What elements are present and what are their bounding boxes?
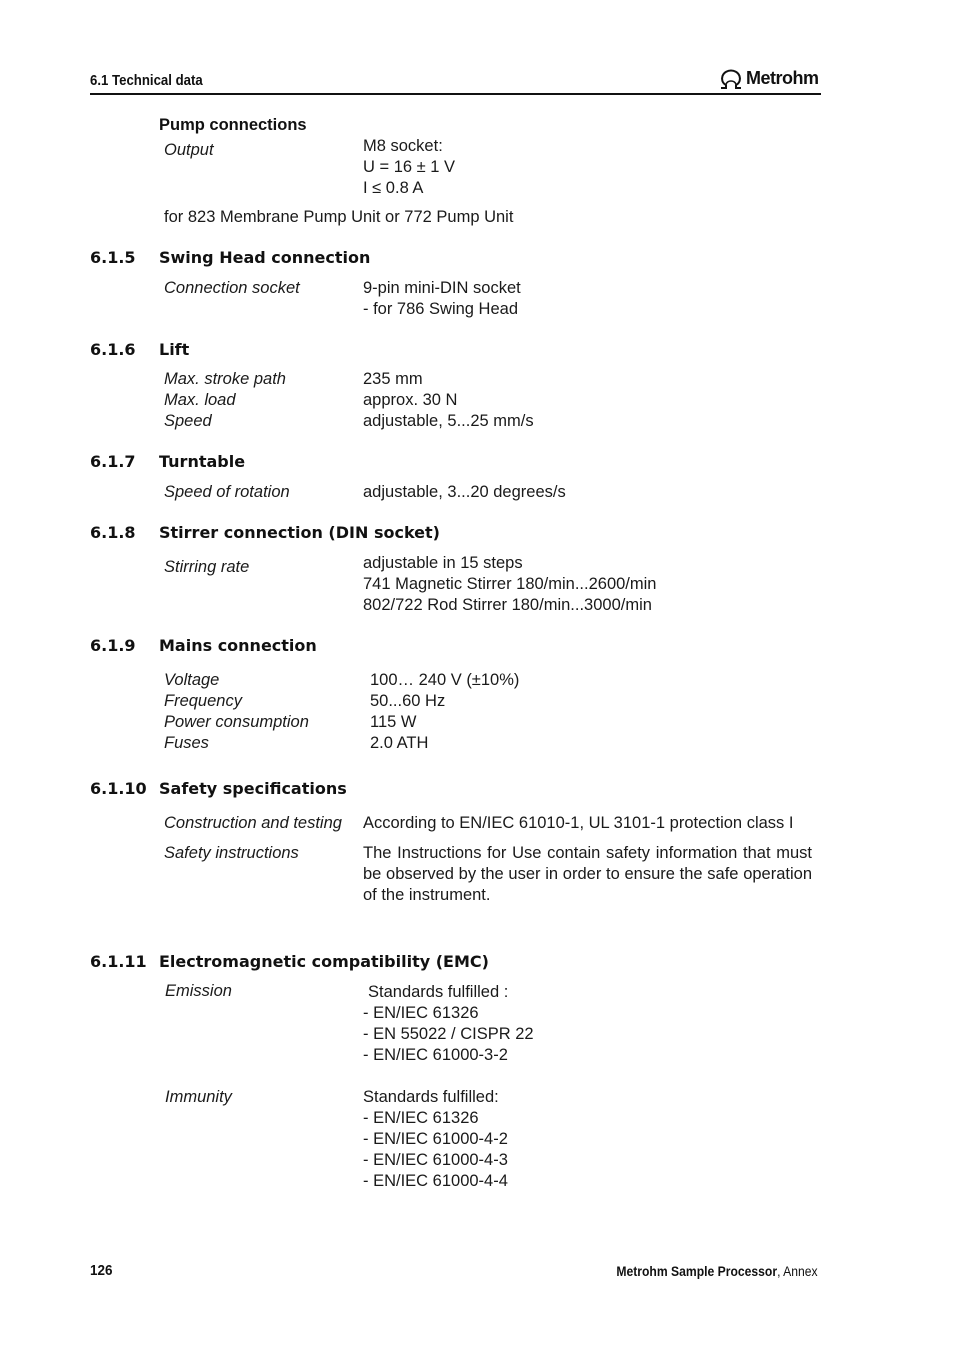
section-title: Lift bbox=[159, 340, 190, 359]
spec-label: Safety instructions bbox=[164, 844, 299, 862]
spec-label: Max. load bbox=[164, 391, 236, 409]
output-line: I ≤ 0.8 A bbox=[363, 179, 424, 197]
spec-value: 50...60 Hz bbox=[370, 692, 446, 710]
value-line: - EN/IEC 61000-3-2 bbox=[363, 1046, 508, 1064]
spec-value: adjustable, 3...20 degrees/s bbox=[363, 483, 566, 501]
section-number: 6.1.11 bbox=[90, 952, 147, 971]
connection-socket-value bbox=[363, 278, 521, 320]
spec-label: Frequency bbox=[164, 692, 242, 710]
output-value bbox=[363, 136, 455, 199]
output-label: Output bbox=[164, 141, 214, 159]
pump-connections-title: Pump connections bbox=[159, 116, 307, 134]
value-line: - EN/IEC 61000-4-3 bbox=[363, 1151, 508, 1169]
spec-label: Max. stroke path bbox=[164, 370, 286, 388]
value-line: - EN/IEC 61000-4-4 bbox=[363, 1172, 508, 1190]
spec-value: 100… 240 V (±10%) bbox=[370, 671, 520, 689]
header-section-title: 6.1 Technical data bbox=[90, 72, 203, 89]
value-line: adjustable in 15 steps bbox=[363, 554, 523, 572]
footer-doc-title-rest: , Annex bbox=[777, 1264, 818, 1279]
spec-label: Fuses bbox=[164, 734, 209, 752]
spec-value: approx. 30 N bbox=[363, 391, 458, 409]
section-title: Swing Head connection bbox=[159, 248, 371, 267]
spec-label: Emission bbox=[165, 982, 232, 1000]
omega-logo-icon bbox=[718, 68, 744, 90]
output-line: M8 socket: bbox=[363, 137, 443, 155]
section-title: Stirrer connection (DIN socket) bbox=[159, 523, 440, 542]
immunity-standards bbox=[363, 1087, 508, 1192]
value-line: - EN/IEC 61326 bbox=[363, 1109, 479, 1127]
value-line: Standards fulfilled: bbox=[363, 1088, 499, 1106]
spec-label: Power consumption bbox=[164, 713, 309, 731]
section-number: 6.1.6 bbox=[90, 340, 136, 359]
section-title: Turntable bbox=[159, 452, 246, 471]
section-title: Mains connection bbox=[159, 636, 317, 655]
spec-value: According to EN/IEC 61010-1, UL 3101-1 protection class I bbox=[363, 814, 794, 832]
header-rule bbox=[90, 93, 821, 95]
output-line: U = 16 ± 1 V bbox=[363, 158, 456, 176]
pump-note: for 823 Membrane Pump Unit or 772 Pump Unit bbox=[164, 208, 514, 226]
page-number: 126 bbox=[90, 1262, 113, 1279]
spec-label: Voltage bbox=[164, 671, 220, 689]
value-line: 9-pin mini-DIN socket bbox=[363, 279, 521, 297]
spec-value bbox=[363, 553, 656, 616]
value-line: 802/722 Rod Stirrer 180/min...3000/min bbox=[363, 596, 652, 614]
spec-label: Speed bbox=[164, 412, 212, 430]
value-line: 741 Magnetic Stirrer 180/min...2600/min bbox=[363, 575, 657, 593]
emission-standards bbox=[363, 982, 534, 1066]
section-title: Electromagnetic compatibility (EMC) bbox=[159, 952, 489, 971]
spec-value: 235 mm bbox=[363, 370, 423, 388]
safety-instructions-text: The Instructions for Use contain safety information that must be observed by the user in order to ensure the safe operation of the instrument. bbox=[363, 844, 812, 904]
logo-text: Metrohm bbox=[746, 68, 819, 88]
connection-socket-label: Connection socket bbox=[164, 279, 300, 297]
value-line: - EN/IEC 61000-4-2 bbox=[363, 1130, 508, 1148]
section-number: 6.1.10 bbox=[90, 779, 147, 798]
section-number: 6.1.7 bbox=[90, 452, 136, 471]
spec-label: Stirring rate bbox=[164, 558, 250, 576]
spec-value: 2.0 ATH bbox=[370, 734, 429, 752]
spec-label: Immunity bbox=[165, 1088, 232, 1106]
value-line: - for 786 Swing Head bbox=[363, 300, 519, 318]
value-line: Standards fulfilled : bbox=[368, 983, 509, 1001]
section-number: 6.1.8 bbox=[90, 523, 136, 542]
spec-label: Speed of rotation bbox=[164, 483, 290, 501]
spec-value: adjustable, 5...25 mm/s bbox=[363, 412, 534, 430]
spec-label: Construction and testing bbox=[164, 814, 342, 832]
spec-value: 115 W bbox=[370, 713, 417, 731]
section-title: Safety specifications bbox=[159, 779, 347, 798]
section-number: 6.1.5 bbox=[90, 248, 136, 267]
footer-doc-title-bold: Metrohm Sample Processor bbox=[616, 1264, 778, 1279]
section-number: 6.1.9 bbox=[90, 636, 136, 655]
value-line: - EN 55022 / CISPR 22 bbox=[363, 1025, 534, 1043]
value-line: - EN/IEC 61326 bbox=[363, 1004, 479, 1022]
footer-doc-title bbox=[617, 1264, 818, 1279]
